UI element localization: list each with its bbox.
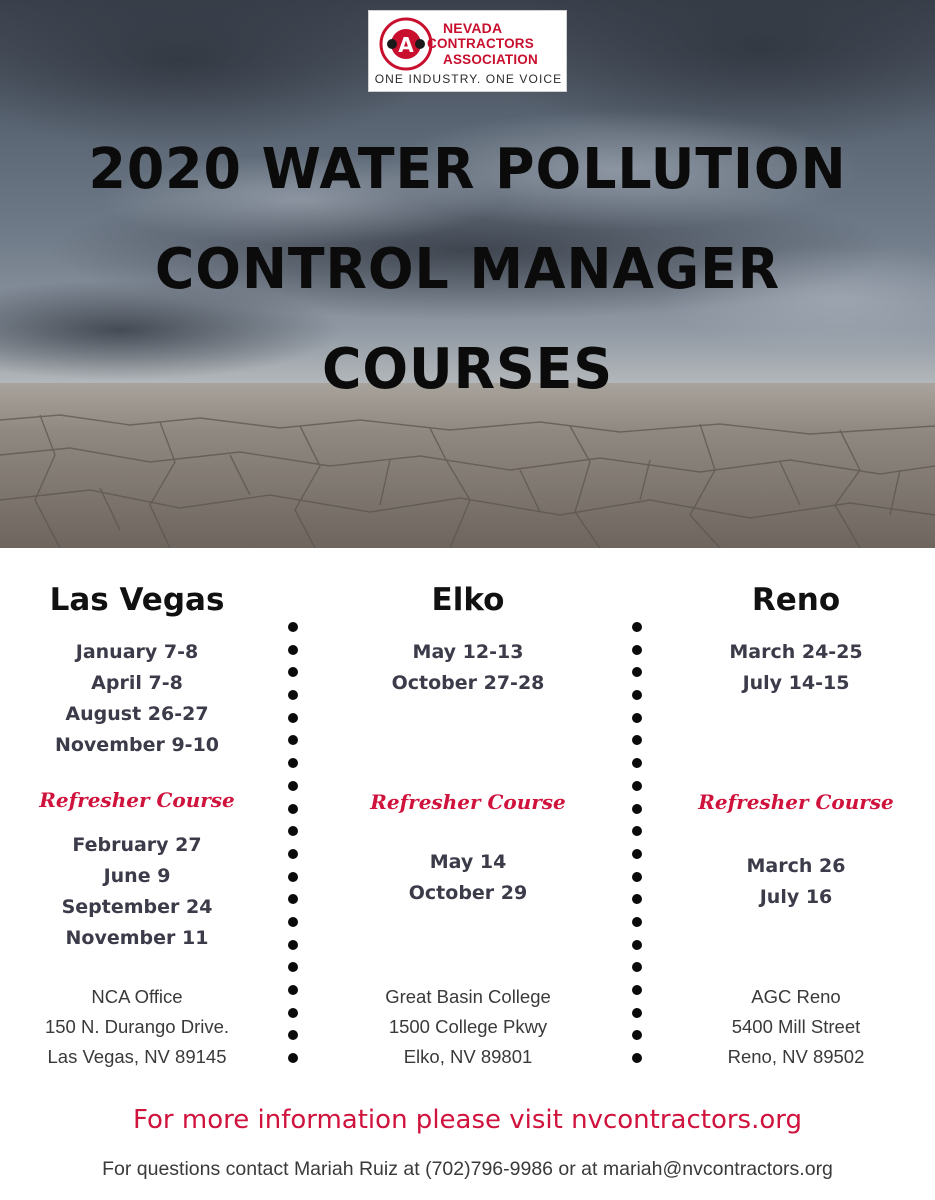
course-dates	[333, 637, 603, 699]
title-line-3: COURSES	[321, 337, 614, 402]
address-line: Great Basin College	[385, 986, 551, 1007]
divider-dot	[632, 690, 642, 700]
course-date: March 24-25	[729, 641, 863, 663]
refresher-date: February 27	[72, 834, 202, 856]
refresher-date: May 14	[429, 851, 507, 873]
divider-dot	[288, 690, 298, 700]
refresher-date: September 24	[61, 896, 213, 918]
title-line-1: 2020 WATER POLLUTION	[88, 137, 847, 202]
divider-dot	[632, 985, 642, 995]
divider-dot	[632, 826, 642, 836]
location-column-las-vegas	[2, 575, 272, 1067]
course-date: November 9-10	[54, 734, 220, 756]
divider-dot	[632, 622, 642, 632]
address-line: NCA Office	[91, 986, 183, 1007]
address-line: Reno, NV 89502	[727, 1046, 865, 1067]
address-line: Las Vegas, NV 89145	[47, 1046, 227, 1067]
svg-text:A: A	[398, 33, 414, 57]
course-dates	[661, 637, 931, 699]
divider-dot	[632, 645, 642, 655]
address-line: 150 N. Durango Drive.	[44, 1016, 230, 1037]
venue-address	[2, 982, 272, 1072]
divider-dot	[288, 713, 298, 723]
divider-dot	[632, 758, 642, 768]
logo-line-association: ASSOCIATION	[443, 52, 538, 67]
divider-dot	[288, 622, 298, 632]
address-line: 1500 College Pkwy	[388, 1016, 548, 1037]
refresher-date: July 16	[759, 886, 833, 908]
course-date: April 7-8	[91, 672, 183, 694]
course-date: May 12-13	[412, 641, 524, 663]
city-heading: Elko	[431, 582, 505, 618]
divider-dot	[288, 940, 298, 950]
logo-line-nevada: NEVADA	[443, 20, 503, 36]
divider-dot	[632, 781, 642, 791]
divider-dot	[288, 781, 298, 791]
divider-dot	[632, 849, 642, 859]
dotted-divider-left	[288, 622, 298, 1076]
refresher-dates	[661, 851, 931, 913]
venue-address	[661, 982, 931, 1072]
course-dates	[2, 637, 272, 761]
divider-dot	[288, 735, 298, 745]
city-heading: Las Vegas	[49, 582, 225, 618]
divider-dot	[288, 1008, 298, 1018]
location-column-elko	[333, 575, 603, 1067]
hero-banner	[0, 0, 935, 548]
location-column-reno	[661, 575, 931, 1067]
divider-dot	[632, 894, 642, 904]
dotted-divider-right	[632, 622, 642, 1076]
divider-dot	[288, 826, 298, 836]
divider-dot	[288, 758, 298, 768]
divider-dot	[288, 985, 298, 995]
divider-dot	[288, 849, 298, 859]
venue-address	[333, 982, 603, 1072]
divider-dot	[632, 667, 642, 677]
course-date: August 26-27	[65, 703, 209, 725]
refresher-date: November 11	[65, 927, 209, 949]
refresher-dates	[333, 847, 603, 909]
divider-dot	[288, 917, 298, 927]
divider-dot	[288, 894, 298, 904]
address-line: 5400 Mill Street	[731, 1016, 861, 1037]
nca-logo	[368, 10, 567, 92]
title-line-2: CONTROL MANAGER	[154, 237, 781, 302]
divider-dot	[632, 917, 642, 927]
refresher-dates	[2, 830, 272, 954]
refresher-heading: Refresher Course	[370, 790, 566, 814]
course-date: July 14-15	[742, 672, 850, 694]
divider-dot	[288, 645, 298, 655]
refresher-date: June 9	[103, 865, 171, 887]
divider-dot	[632, 962, 642, 972]
course-date: October 27-28	[391, 672, 545, 694]
divider-dot	[288, 872, 298, 882]
divider-dot	[632, 804, 642, 814]
logo-tagline: ONE INDUSTRY. ONE VOICE	[374, 72, 563, 86]
city-heading: Reno	[751, 582, 841, 618]
more-info-link[interactable]: For more information please visit nvcontractors.org	[132, 1105, 803, 1135]
divider-dot	[288, 1030, 298, 1040]
refresher-date: October 29	[408, 882, 528, 904]
refresher-heading: Refresher Course	[698, 790, 894, 814]
contact-info: For questions contact Mariah Ruiz at (702)796-9986 or at mariah@nvcontractors.org	[102, 1158, 833, 1180]
divider-dot	[632, 872, 642, 882]
divider-dot	[632, 940, 642, 950]
divider-dot	[632, 1008, 642, 1018]
refresher-date: March 26	[746, 855, 846, 877]
divider-dot	[288, 1053, 298, 1063]
course-date: January 7-8	[75, 641, 199, 663]
divider-dot	[632, 713, 642, 723]
divider-dot	[288, 962, 298, 972]
divider-dot	[288, 804, 298, 814]
divider-dot	[632, 1030, 642, 1040]
logo-line-contractors: CONTRACTORS	[427, 36, 534, 51]
divider-dot	[288, 667, 298, 677]
address-line: Elko, NV 89801	[403, 1046, 533, 1067]
page-title	[0, 120, 935, 420]
refresher-heading: Refresher Course	[39, 788, 235, 812]
divider-dot	[632, 735, 642, 745]
address-line: AGC Reno	[751, 986, 841, 1007]
divider-dot	[632, 1053, 642, 1063]
